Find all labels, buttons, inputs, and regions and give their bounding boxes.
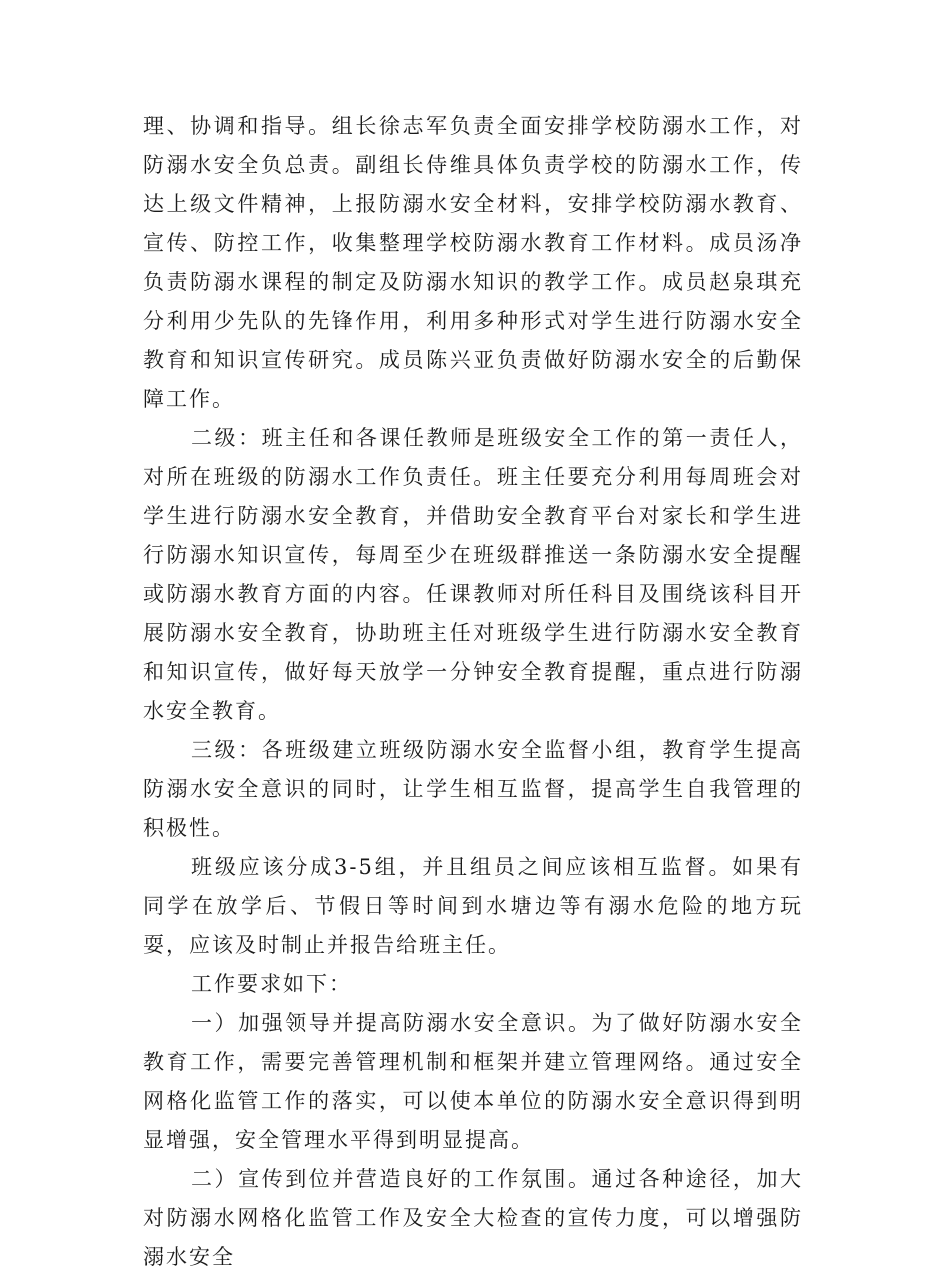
paragraph-requirement-one: 一）加强领导并提高防溺水安全意识。为了做好防溺水安全教育工作，需要完善管理机制和框架并建立管理网络。通过安全网格化监管工作的落实，可以使本单位的防溺水安全意识得到明显增强，安全管理水平得到明显提高。 bbox=[143, 1011, 803, 1152]
paragraph-level-two: 二级：班主任和各课任教师是班级安全工作的第一责任人，对所在班级的防溺水工作负责任。班主任要充分利用每周班会对学生进行防溺水安全教育，并借助安全教育平台对家长和学生进行防溺水知识宣传，每周至少在班级群推送一条防溺水安全提醒或防溺水教育方面的内容。任课教师对所任科目及围绕该科目开展防溺水安全教育，协助班主任对班级学生进行防溺水安全教育和知识宣传，做好每天放学一分钟安全教育提醒，重点进行防溺水安全教育。 bbox=[143, 426, 803, 723]
paragraph-leadership-group: 理、协调和指导。组长徐志军负责全面安排学校防溺水工作，对防溺水安全负总责。副组长侍维具体负责学校的防溺水工作，传达上级文件精神，上报防溺水安全材料，安排学校防溺水教育、宣传、防控工作，收集整理学校防溺水教育工作材料。成员汤净负责防溺水课程的制定及防溺水知识的教学工作。成员赵泉琪充分利用少先队的先锋作用，利用多种形式对学生进行防溺水安全教育和知识宣传研究。成员陈兴亚负责做好防溺水安全的后勤保障工作。 bbox=[143, 114, 803, 411]
paragraph-level-three: 三级：各班级建立班级防溺水安全监督小组，教育学生提高防溺水安全意识的同时，让学生相互监督，提高学生自我管理的积极性。 bbox=[143, 738, 803, 840]
document-body bbox=[143, 107, 803, 1277]
paragraph-class-groups: 班级应该分成3-5组，并且组员之间应该相互监督。如果有同学在放学后、节假日等时间到水塘边等有溺水危险的地方玩耍，应该及时制止并报告给班主任。 bbox=[143, 855, 803, 957]
paragraph-requirements-heading: 工作要求如下： bbox=[191, 972, 352, 996]
paragraph-requirement-two: 二）宣传到位并营造良好的工作氛围。通过各种途径，加大对防溺水网格化监管工作及安全大检查的宣传力度，可以增强防溺水安全 bbox=[143, 1167, 803, 1269]
